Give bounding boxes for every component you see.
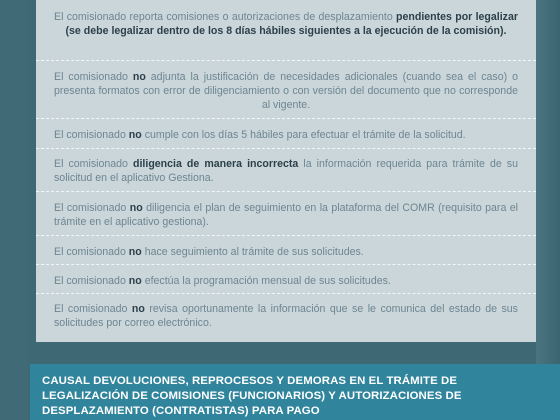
cause-highlight: no	[128, 246, 142, 258]
banner-title: CAUSAL DEVOLUCIONES, REPROCESOS Y DEMORAS EN EL TRÁMITE DE LEGALIZACIÓN DE COMISIONES (FUNCIONARIOS) Y AUTORIZACIONES DE DESPLAZAMIENTO (CONTRATISTAS) PARA PAGO	[42, 375, 462, 417]
divider	[36, 235, 536, 236]
divider	[36, 148, 536, 149]
cause-item-6: El comisionado no hace seguimiento al trámite de sus solicitudes.	[54, 246, 364, 258]
divider	[36, 60, 536, 61]
divider	[36, 293, 536, 294]
cause-item-3: El comisionado no cumple con los días 5 hábiles para efectuar el trámite de la solicitud.	[54, 129, 466, 141]
causes-panel	[36, 0, 536, 342]
left-frame	[0, 0, 28, 420]
cause-highlight: no	[131, 303, 145, 315]
cause-item-4: El comisionado diligencia de manera incorrecta la información requerida para trámite de su solicitud en el aplicativo Gestiona.	[54, 158, 518, 184]
cause-highlight: no	[129, 202, 143, 214]
cause-highlight: no	[132, 71, 146, 83]
divider	[36, 264, 536, 265]
divider	[36, 118, 536, 119]
cause-highlight: diligencia de manera incorrecta	[133, 158, 299, 170]
cause-item-8: El comisionado no revisa oportunamente la información que se le comunica del estado de sus solicitudes por correo electrónico.	[54, 303, 518, 329]
right-frame	[536, 0, 560, 420]
cause-highlight: pendientes por legalizar (se debe legalizar dentro de los 8 días hábiles siguientes a la ejecución de la comisión).	[65, 11, 518, 37]
cause-highlight: no	[128, 275, 142, 287]
cause-item-2: El comisionado no adjunta la justificación de necesidades adicionales (cuando sea el caso) o presenta formatos con error de diligenciamiento o con versión del documento que no corresponde al vigente.	[54, 71, 518, 111]
divider	[36, 191, 536, 192]
cause-item-7: El comisionado no efectúa la programación mensual de sus solicitudes.	[54, 275, 391, 287]
cause-highlight: no	[128, 129, 142, 141]
cause-item-1: El comisionado reporta comisiones o autorizaciones de desplazamiento pendientes por legalizar (se debe legalizar dentro de los 8 días hábiles siguientes a la ejecución de la comisión).	[54, 11, 518, 37]
cause-item-5: El comisionado no diligencia el plan de seguimiento en la plataforma del COMR (requisito para el trámite en el aplicativo gestiona).	[54, 202, 518, 228]
